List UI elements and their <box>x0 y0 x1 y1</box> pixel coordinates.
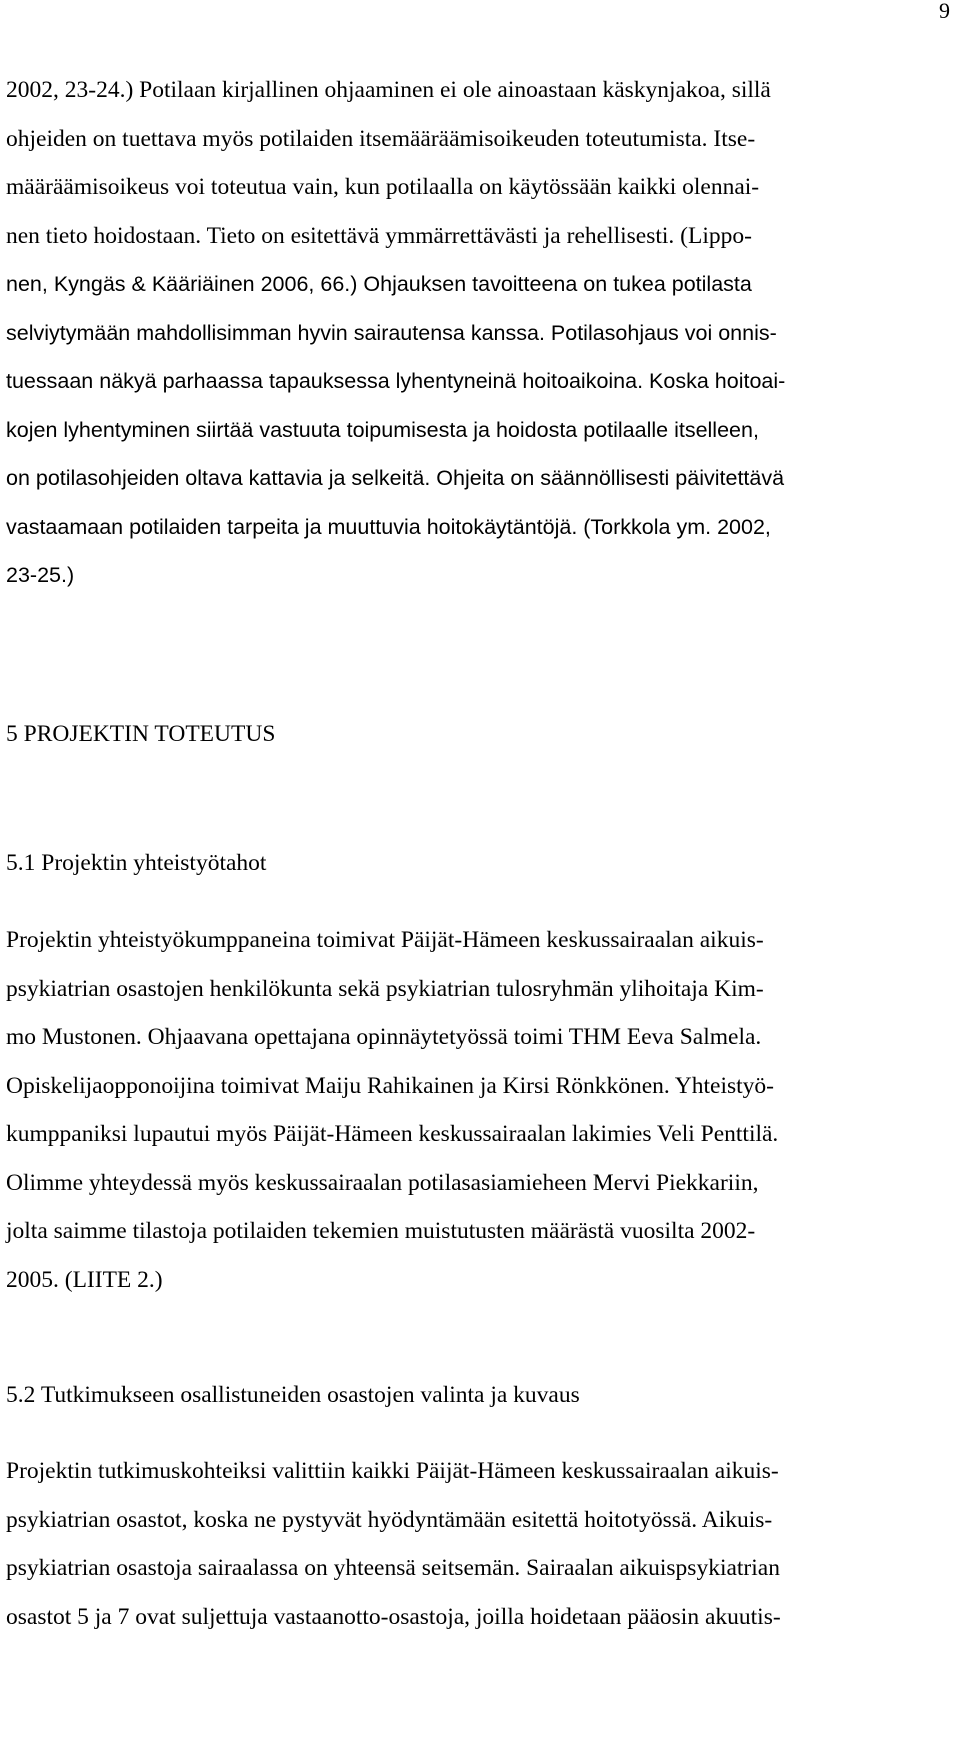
subsection-heading: 5.2 Tutkimukseen osallistuneiden osastojen valinta ja kuvaus <box>6 1382 580 1408</box>
text-line: osastot 5 ja 7 ovat suljettuja vastaanotto-osastoja, joilla hoidetaan pääosin akuutis- <box>6 1603 781 1630</box>
text-line: Olimme yhteydessä myös keskussairaalan potilasasiamieheen Mervi Piekkariin, <box>6 1169 759 1196</box>
text-line: on potilasohjeiden oltava kattavia ja selkeitä. Ohjeita on säännöllisesti päivitettävä <box>6 466 785 490</box>
page-number: 9 <box>939 0 950 23</box>
text-line: Opiskelijaopponoijina toimivat Maiju Rahikainen ja Kirsi Rönkkönen. Yhteistyö- <box>6 1072 774 1099</box>
text-line: ohjeiden on tuettava myös potilaiden itsemääräämisoikeuden toteutumista. Itse- <box>6 125 756 152</box>
section-heading: 5 PROJEKTIN TOTEUTUS <box>6 721 276 747</box>
text-line: nen tieto hoidostaan. Tieto on esitettävä ymmärrettävästi ja rehellisesti. (Lippo- <box>6 222 752 249</box>
text-line: vastaamaan potilaiden tarpeita ja muuttuvia hoitokäytäntöjä. (Torkkola ym. 2002, <box>6 514 771 539</box>
text-line: psykiatrian osastoja sairaalassa on yhteensä seitsemän. Sairaalan aikuispsykiatrian <box>6 1555 780 1581</box>
text-line: selviytymään mahdollisimman hyvin sairautensa kanssa. Potilasohjaus voi onnis- <box>6 320 777 345</box>
text-line: psykiatrian osastojen henkilökunta sekä psykiatrian tulosryhmän ylihoitaja Kim- <box>6 975 764 1002</box>
text-line: nen, Kyngäs & Kääriäinen 2006, 66.) Ohjauksen tavoitteena on tukea potilasta <box>6 272 752 296</box>
text-line: jolta saimme tilastoja potilaiden tekemien muistutusten määrästä vuosilta 2002- <box>6 1218 756 1244</box>
text-line: psykiatrian osastot, koska ne pystyvät hyödyntämään esitettä hoitotyössä. Aikuis- <box>6 1506 773 1533</box>
text-line: mo Mustonen. Ohjaavana opettajana opinnäytetyössä toimi THM Eeva Salmela. <box>6 1024 762 1050</box>
text-line: tuessaan näkyä parhaassa tapauksessa lyhentyneinä hoitoaikoina. Koska hoitoai- <box>6 369 786 393</box>
paragraph-continued <box>6 66 785 600</box>
text-line: Projektin yhteistyökumppaneina toimivat Päijät-Hämeen keskussairaalan aikuis- <box>6 927 764 953</box>
paragraph-collaborators <box>6 916 778 1304</box>
text-line: 23-25.) <box>6 563 75 587</box>
subsection-heading: 5.1 Projektin yhteistyötahot <box>6 850 267 876</box>
text-line: kumppaniksi lupautui myös Päijät-Hämeen keskussairaalan lakimies Veli Penttilä. <box>6 1121 779 1147</box>
text-line: kojen lyhentyminen siirtää vastuuta toipumisesta ja hoidosta potilaalle itselleen, <box>6 417 759 442</box>
text-line: määräämisoikeus voi toteutua vain, kun potilaalla on käytössään kaikki olennai- <box>6 174 760 200</box>
text-line: Projektin tutkimuskohteiksi valittiin kaikki Päijät-Hämeen keskussairaalan aikuis- <box>6 1458 779 1484</box>
text-line: 2005. (LIITE 2.) <box>6 1266 163 1293</box>
paragraph-wards <box>6 1447 781 1641</box>
text-line: 2002, 23-24.) Potilaan kirjallinen ohjaaminen ei ole ainoastaan käskynjakoa, sillä <box>6 77 771 103</box>
